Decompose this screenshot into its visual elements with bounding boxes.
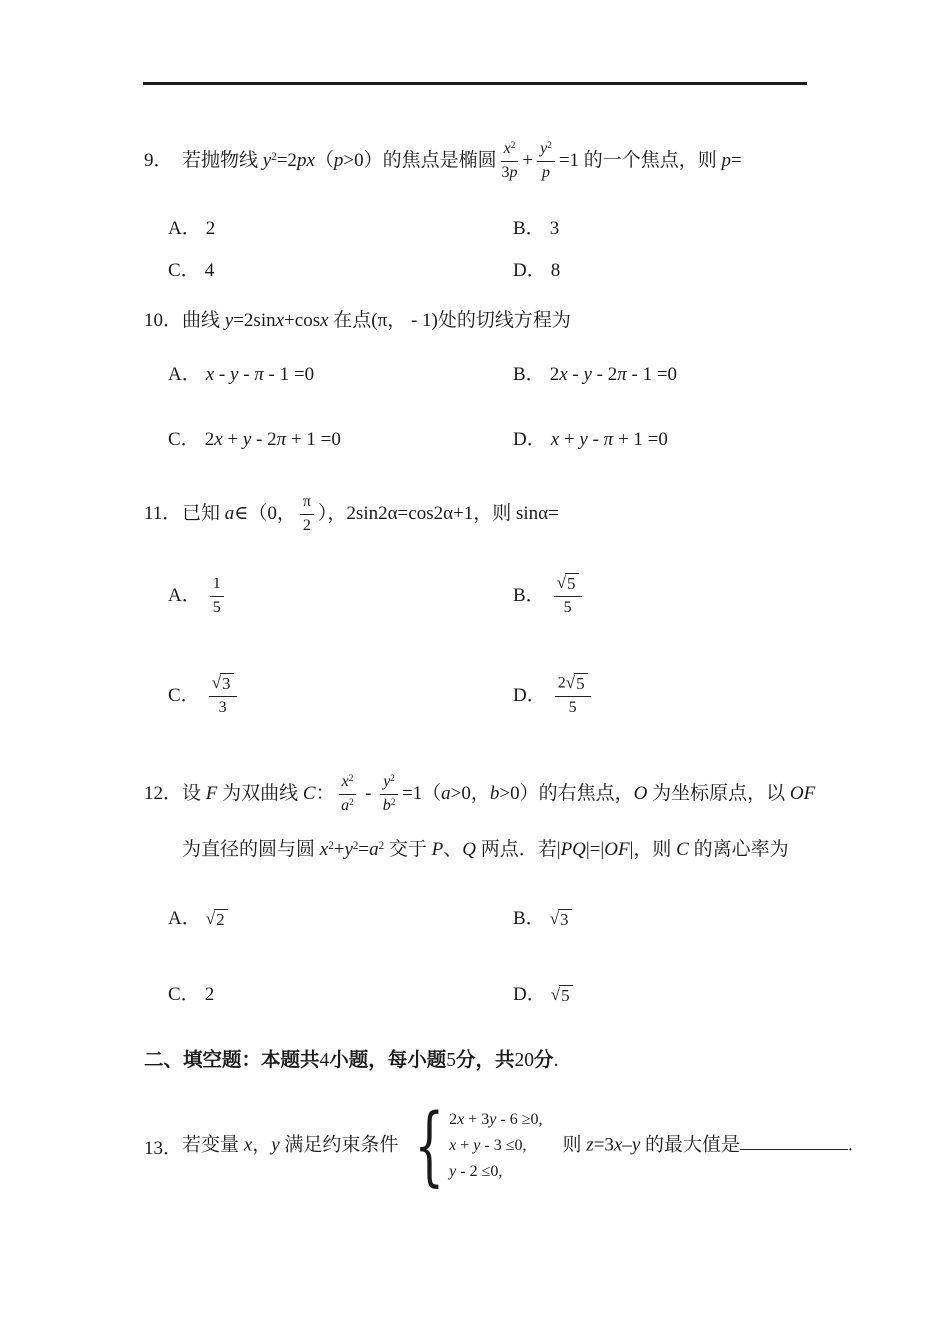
- option-D: [513, 670, 595, 722]
- text-run: 1: [212, 574, 221, 592]
- question-stem: [182, 491, 559, 537]
- text-run: 5: [446, 1050, 457, 1071]
- text-run: π: [276, 429, 287, 450]
- text-run: =3: [593, 1134, 614, 1156]
- square-root: [566, 673, 588, 694]
- radicand: [214, 909, 228, 930]
- numerator: [380, 772, 398, 795]
- text-run: 、: [443, 839, 463, 860]
- section-2-heading: [144, 1044, 558, 1072]
- radical-sign: √: [550, 984, 561, 1004]
- option-label: D．: [513, 984, 546, 1005]
- text-run: -: [360, 783, 377, 804]
- text-run: =1 的一个焦点，则: [558, 150, 722, 171]
- text-run: 满足约束条件: [279, 1134, 399, 1156]
- text-run: 5: [563, 598, 572, 616]
- numerator: [554, 573, 582, 596]
- numerator: [300, 492, 314, 515]
- text-run: +: [522, 150, 534, 171]
- option-C: [168, 670, 513, 722]
- radicand: [558, 909, 572, 930]
- text-run: C: [676, 839, 689, 860]
- text-run: x: [275, 310, 285, 331]
- text-run: 二、填空题：本题共: [144, 1049, 320, 1071]
- text-run: OF: [604, 839, 630, 860]
- question-13: [144, 1096, 853, 1196]
- fraction: [210, 574, 224, 619]
- text-run: π: [254, 364, 264, 385]
- option-D: [513, 258, 560, 284]
- text-run: 2: [216, 909, 225, 929]
- option-value: [206, 906, 228, 932]
- square-root: [557, 573, 579, 594]
- text-run: 3: [501, 164, 510, 182]
- text-run: 2: [348, 774, 354, 785]
- radical-sign: √: [565, 673, 576, 693]
- text-run: >0）的焦点是椭圆: [343, 150, 497, 171]
- cases-rows: [449, 1107, 542, 1185]
- question-stem: [182, 306, 571, 336]
- option-B: [513, 362, 677, 388]
- text-run: x: [449, 1137, 457, 1154]
- text-run: 若变量: [182, 1134, 244, 1156]
- option-B: [513, 216, 559, 242]
- numerator: [339, 772, 357, 795]
- question-9-options-row-1: [168, 216, 559, 242]
- option-value: [550, 216, 560, 242]
- text-run: 2: [549, 364, 560, 385]
- option-value: [206, 362, 314, 388]
- text-run: x: [319, 839, 329, 860]
- text-run: .: [553, 1050, 559, 1071]
- text-run: .: [848, 1134, 853, 1156]
- text-run: 2: [547, 141, 552, 152]
- fraction: [501, 139, 519, 184]
- option-C: [168, 982, 513, 1008]
- text-run: 5: [561, 985, 570, 1005]
- text-run: ，: [252, 1134, 272, 1156]
- text-run: Q: [462, 839, 477, 860]
- text-run: –: [622, 1134, 632, 1156]
- text-run: 在点(π， - 1)处的切线方程为: [328, 310, 571, 331]
- text-run: 2: [390, 798, 396, 809]
- text-run: -: [238, 364, 255, 385]
- question-10-options-row-1: [168, 362, 677, 388]
- text-run: 4: [204, 260, 215, 281]
- text-run: 的最大值是: [640, 1134, 741, 1156]
- option-D: [513, 982, 573, 1008]
- text-run: （: [314, 150, 334, 171]
- text-run: - 2: [251, 429, 277, 450]
- option-value: [205, 982, 215, 1008]
- text-run: y: [579, 429, 588, 450]
- text-run: b: [489, 783, 500, 804]
- text-run: - 2 ≤0,: [456, 1163, 503, 1180]
- text-run: |，则: [629, 839, 677, 860]
- text-run: 3: [549, 218, 560, 239]
- option-value: [550, 906, 572, 932]
- text-run: y: [383, 773, 391, 791]
- text-run: π: [603, 429, 614, 450]
- text-run: O: [633, 783, 648, 804]
- option-label: C．: [168, 429, 200, 450]
- option-A: [168, 906, 513, 932]
- text-run: 2: [390, 774, 395, 785]
- text-run: x: [320, 310, 329, 331]
- radical-sign: √: [211, 673, 222, 693]
- text-run: 3: [218, 698, 227, 716]
- text-run: a: [341, 797, 350, 815]
- text-run: 分，共: [456, 1049, 515, 1071]
- option-D: [513, 427, 668, 453]
- text-run: 4: [319, 1050, 330, 1071]
- text-run: - 1 =0: [263, 364, 315, 385]
- text-run: >0）的右焦点，: [499, 783, 634, 804]
- denominator: [537, 162, 555, 184]
- text-run: C: [302, 783, 316, 804]
- option-A: [168, 570, 513, 622]
- question-number: 9．: [144, 150, 173, 171]
- text-run: 5: [212, 598, 221, 616]
- text-run: y: [631, 1134, 641, 1156]
- text-run: P: [431, 839, 444, 860]
- radicand: [574, 673, 588, 694]
- option-value: [551, 258, 561, 284]
- question-stem: [182, 1096, 853, 1196]
- text-run: 3: [222, 674, 231, 694]
- text-run: 若抛物线: [182, 150, 263, 171]
- text-run: 2: [302, 517, 311, 535]
- question-number: 11．: [144, 503, 182, 524]
- option-label: B．: [513, 218, 545, 239]
- text-run: x: [457, 1111, 465, 1128]
- radical-sign: √: [205, 908, 216, 928]
- text-run: y: [271, 1134, 280, 1156]
- text-run: y: [540, 140, 548, 158]
- text-run: =2sin: [233, 310, 276, 331]
- text-run: -: [587, 429, 604, 450]
- square-root: [212, 673, 234, 694]
- text-run: 2: [204, 984, 215, 1005]
- option-label: B．: [513, 908, 545, 929]
- text-run: ：: [315, 783, 335, 804]
- text-run: b: [382, 797, 391, 815]
- constraint-cases: [402, 1096, 543, 1196]
- text-run: x: [243, 1134, 253, 1156]
- option-label: D．: [513, 260, 546, 281]
- text-run: +: [456, 1137, 474, 1154]
- text-run: 20: [514, 1050, 535, 1071]
- text-run: + 3: [464, 1111, 490, 1128]
- text-run: 2: [449, 1111, 458, 1128]
- denominator: [210, 597, 224, 619]
- text-run: x: [341, 773, 349, 791]
- fraction: [537, 139, 555, 184]
- text-run: 则: [562, 1134, 587, 1156]
- radical-sign: √: [556, 573, 567, 593]
- text-run: =: [731, 150, 742, 171]
- header-rule: [143, 82, 807, 85]
- text-run: 交于: [384, 839, 432, 860]
- text-run: 2: [271, 150, 277, 163]
- text-run: y: [224, 310, 234, 331]
- text-run: y: [489, 1111, 497, 1128]
- text-run: 3: [560, 909, 569, 929]
- text-run: p: [509, 164, 518, 182]
- option-C: [168, 258, 513, 284]
- text-run: y: [449, 1163, 457, 1180]
- question-12-options-row-1: [168, 906, 572, 932]
- question-9-options-row-2: [168, 258, 560, 284]
- numerator: [501, 139, 519, 162]
- question-stem: [182, 766, 815, 878]
- text-run: p: [333, 150, 344, 171]
- text-run: x: [503, 140, 511, 158]
- text-run: 的离心率为: [688, 839, 789, 860]
- question-number: 10．: [144, 310, 183, 331]
- text-run: - 1 =0: [626, 364, 678, 385]
- option-value: [551, 982, 573, 1008]
- text-run: - 6 ≥0,: [496, 1111, 543, 1128]
- numerator: [537, 139, 555, 162]
- denominator: [555, 697, 591, 719]
- option-label: A．: [168, 218, 201, 239]
- text-run: y: [230, 364, 239, 385]
- question-10: [144, 306, 571, 336]
- option-A: [168, 362, 513, 388]
- answer-blank: [740, 1130, 848, 1150]
- question-9: [144, 133, 742, 189]
- numerator: [209, 673, 237, 696]
- text-run: 小题，每小题: [329, 1049, 447, 1071]
- text-run: x: [214, 429, 223, 450]
- text-run: 为坐标原点，以: [647, 783, 790, 804]
- text-run: px: [296, 150, 315, 171]
- radical-sign: √: [549, 908, 560, 928]
- text-run: 两点．若|: [476, 839, 561, 860]
- denominator: [300, 515, 314, 537]
- option-value: [205, 258, 215, 284]
- option-value: [205, 427, 341, 453]
- text-run: x: [550, 429, 560, 450]
- text-run: 5: [567, 574, 576, 594]
- text-run: 5: [576, 674, 585, 694]
- square-root: [206, 909, 228, 930]
- option-value: [550, 362, 677, 388]
- text-run: +: [333, 839, 345, 860]
- text-run: 5: [568, 698, 577, 716]
- text-run: π: [617, 364, 627, 385]
- text-run: +: [222, 429, 243, 450]
- text-run: 2: [205, 218, 216, 239]
- text-run: 8: [550, 260, 561, 281]
- text-run: PQ: [560, 839, 586, 860]
- question-stem: [182, 133, 742, 189]
- text-run: 为直径的圆与圆: [182, 839, 320, 860]
- text-run: - 2: [591, 364, 618, 385]
- text-run: |=|: [585, 839, 605, 860]
- option-value: [551, 673, 595, 718]
- text-run: y: [473, 1137, 481, 1154]
- text-run: y: [344, 839, 353, 860]
- text-run: 2: [352, 839, 359, 852]
- case-row: [449, 1107, 542, 1133]
- denominator: [380, 795, 398, 817]
- question-11-options-row-2: [168, 670, 595, 722]
- option-label: D．: [513, 429, 546, 450]
- fraction: [209, 673, 237, 718]
- radicand: [559, 985, 573, 1006]
- denominator: [554, 597, 582, 619]
- numerator: [555, 673, 591, 696]
- text-run: 2: [557, 674, 566, 692]
- text-run: a: [369, 839, 379, 860]
- option-label: B．: [513, 585, 545, 606]
- text-run: 2: [349, 798, 354, 809]
- option-label: A．: [168, 364, 201, 385]
- text-run: =1（: [401, 783, 442, 804]
- text-run: y: [583, 364, 592, 385]
- radicand: [565, 573, 579, 594]
- fraction: [380, 772, 398, 817]
- option-value: [206, 216, 216, 242]
- option-value: [551, 427, 668, 453]
- text-run: 2: [510, 141, 516, 152]
- text-run: ∈（0，: [234, 503, 296, 524]
- question-12: [144, 766, 815, 878]
- option-label: A．: [168, 908, 201, 929]
- fraction: [554, 573, 582, 618]
- fraction: [555, 673, 591, 718]
- question-10-options-row-2: [168, 427, 668, 453]
- option-label: C．: [168, 685, 200, 706]
- text-run: +cos: [284, 310, 321, 331]
- option-label: A．: [168, 585, 201, 606]
- text-run: =2: [276, 150, 297, 171]
- question-number: 12．: [144, 783, 183, 804]
- option-label: C．: [168, 984, 200, 1005]
- option-B: [513, 906, 572, 932]
- text-run: y: [242, 429, 252, 450]
- numerator: [210, 574, 224, 597]
- option-label: C．: [168, 260, 200, 281]
- text-run: >0，: [450, 783, 490, 804]
- text-run: z: [586, 1134, 594, 1156]
- fraction: [339, 772, 357, 817]
- text-run: + 1 =0: [286, 429, 341, 450]
- option-value: [206, 574, 228, 619]
- case-row: [449, 1133, 542, 1159]
- text-run: F: [205, 783, 218, 804]
- text-run: - 3 ≤0,: [480, 1137, 527, 1154]
- text-run: π: [302, 493, 311, 511]
- question-12-options-row-2: [168, 982, 573, 1008]
- text-run: OF: [789, 783, 816, 804]
- text-run: a: [224, 503, 235, 524]
- question-11-options-row-1: [168, 570, 586, 622]
- text-run: 已知: [182, 503, 225, 524]
- text-run: x: [205, 364, 215, 385]
- text-run: -: [567, 364, 584, 385]
- option-value: [550, 573, 586, 618]
- question-number: 13．: [144, 1137, 183, 1159]
- text-run: 设: [182, 783, 206, 804]
- left-brace-icon: {: [414, 1096, 445, 1196]
- text-run: 分: [534, 1049, 554, 1071]
- text-run: 2: [378, 839, 385, 852]
- option-A: [168, 216, 513, 242]
- fraction: [300, 492, 314, 537]
- square-root: [550, 909, 572, 930]
- text-run: 曲线: [182, 310, 225, 331]
- option-label: B．: [513, 364, 545, 385]
- text-run: p: [721, 150, 732, 171]
- text-run: x: [613, 1134, 623, 1156]
- text-run: 2: [328, 839, 334, 852]
- text-run: -: [214, 364, 230, 385]
- denominator: [339, 795, 357, 817]
- text-run: 2: [204, 429, 215, 450]
- text-run: + 1 =0: [613, 429, 668, 450]
- text-run: ），2sin2α=cos2α+1，则 sinα=: [317, 503, 559, 524]
- case-row: [449, 1159, 542, 1185]
- option-C: [168, 427, 513, 453]
- text-run: p: [541, 164, 550, 182]
- option-label: D．: [513, 685, 546, 706]
- text-run: y: [262, 150, 272, 171]
- square-root: [551, 985, 573, 1006]
- text-run: =: [358, 839, 370, 860]
- denominator: [209, 697, 237, 719]
- text-run: +: [559, 429, 580, 450]
- radicand: [220, 673, 234, 694]
- text-run: 为双曲线: [217, 783, 303, 804]
- text-run: x: [559, 364, 568, 385]
- question-11: [144, 491, 559, 537]
- text-run: a: [441, 783, 451, 804]
- option-B: [513, 570, 586, 622]
- option-value: [205, 673, 241, 718]
- denominator: [501, 162, 519, 184]
